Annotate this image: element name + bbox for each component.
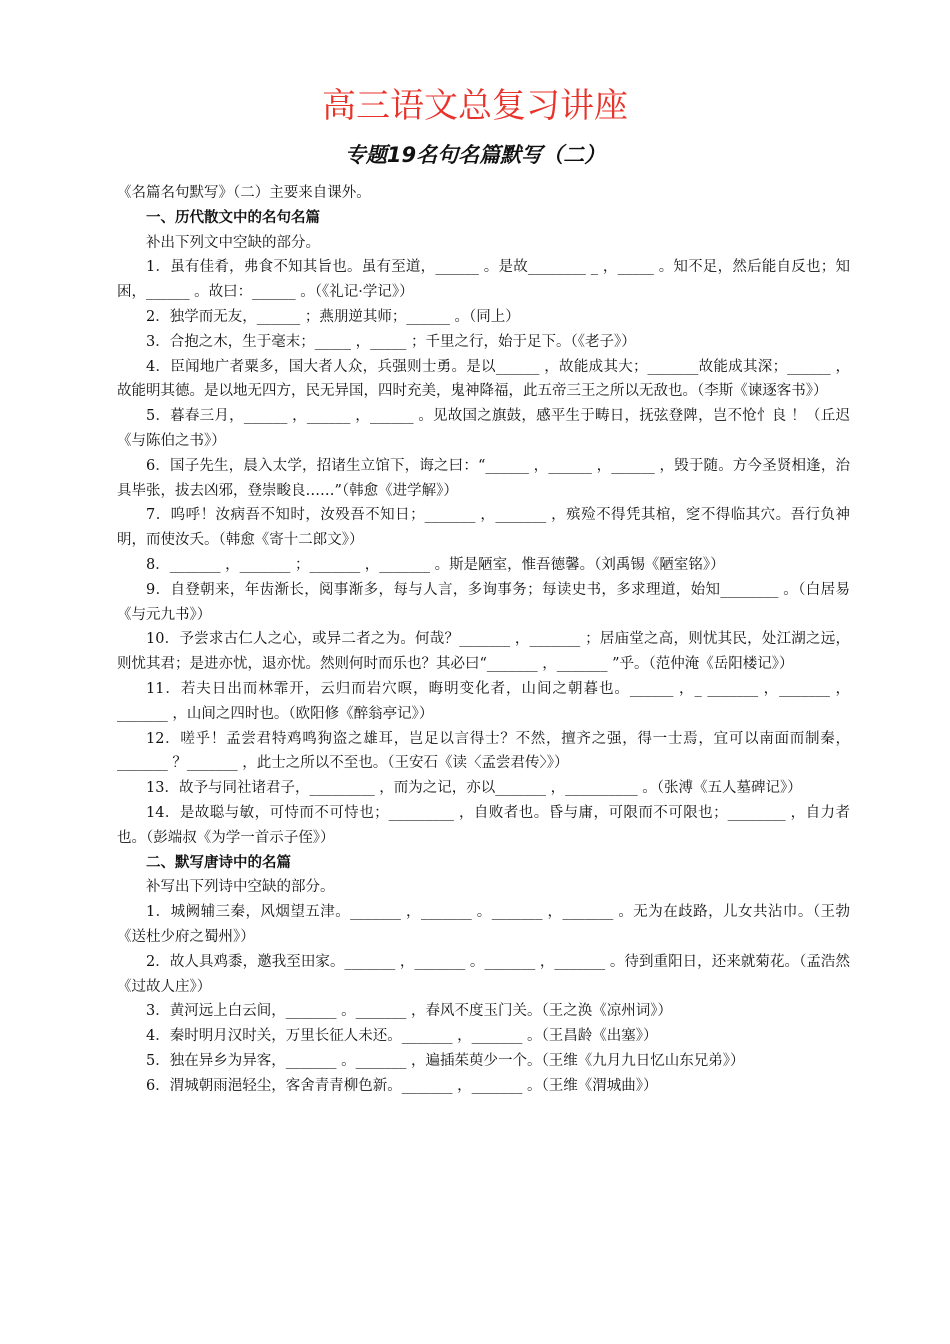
- exercise-item: 14．是故聪与敏，可恃而不可恃也；_________ ，自败者也。昏与庸，可限而不可限也；________ ，自力者也。（彭端叔《为学一首示子侄》）: [117, 804, 850, 846]
- exercise-item: 13．故予与同社诸君子，_________ ，而为之记，亦以_______ ，__________ 。（张溥《五人墓碑记》）: [146, 780, 802, 797]
- exercise-item: 4．臣闻地广者粟多，国大者人众，兵强则士勇。是以______ ，故能成其大；_______故能成其深；______ ，故能明其德。是以地无四方，民无异国，四时充美，鬼神降福，此五帝三王之所以无敌也。（李斯《谏逐客书》）: [117, 358, 850, 400]
- exercise-item: 9．自登朝来，年齿渐长，阅事渐多，每与人言，多询事务；每读史书，多求理道，始知________ 。（白居易《与元九书》）: [117, 581, 850, 623]
- page-title: 高三语文总复习讲座: [322, 86, 628, 126]
- exercise-item: 6．国子先生，晨入太学，招诸生立馆下，诲之曰：“______ ，______ ，______ ，毁于随。方今圣贤相逢，治具毕张，拔去凶邪，登崇畯良……”（韩愈《进学解》）: [117, 457, 850, 499]
- exercise-item: 5．独在异乡为异客，_______ 。_______ ，遍插茱萸少一个。（王维《九月九日忆山东兄弟》）: [146, 1052, 745, 1069]
- exercise-item: 7．呜呼！汝病吾不知时，汝殁吾不知日；_______ ，_______ ，殡殓不得凭其棺，窆不得临其穴。吾行负神明，而使汝夭。（韩愈《寄十二郎文》）: [117, 507, 850, 549]
- section-instruction: 补出下列文中空缺的部分。: [146, 234, 320, 251]
- exercise-item: 3．合抱之木，生于毫末；_____ ，_____ ；千里之行，始于足下。（《老子》）: [146, 333, 636, 350]
- exercise-item: 11．若夫日出而林霏开，云归而岩穴暝，晦明变化者，山间之朝暮也。______ ，_ _______ ，_______ ，_______ ，山间之四时也。（欧阳修《醉翁亭记》）: [117, 680, 850, 722]
- exercise-item: 1．虽有佳肴，弗食不知其旨也。虽有至道，______ 。是故________ _ ，_____ 。知不足，然后能自反也；知困，______ 。故曰：______ 。（《礼记·学记》）: [117, 259, 850, 301]
- exercise-item: 5．暮春三月，______ ，______ ，______ 。见故国之旗鼓，感平生于畴日，抚弦登陴，岂不怆忄良 ！（丘迟《与陈伯之书》）: [117, 408, 850, 449]
- document-body: [117, 181, 850, 1098]
- intro-paragraph: 《名篇名句默写》（二）主要来自课外。: [117, 185, 371, 201]
- page-subtitle: 专题19名句名篇默写（二）: [344, 143, 606, 167]
- exercise-item: 3．黄河远上白云间，_______ 。_______ ，春风不度玉门关。（王之涣《凉州词》）: [146, 1003, 672, 1020]
- section-instruction: 补写出下列诗中空缺的部分。: [146, 879, 335, 896]
- exercise-item: 12．嗟乎！孟尝君特鸡鸣狗盗之雄耳，岂足以言得士？不然，擅齐之强，得一士焉，宜可以南面而制秦，_______ ？_______ ，此士之所以不至也。（王安石《读〈孟尝君传〉》）: [117, 730, 850, 772]
- exercise-item: 1．城阙辅三秦，风烟望五津。_______ ，_______ 。_______ ，_______ 。无为在歧路，儿女共沾巾。（王勃《送杜少府之蜀州》）: [117, 904, 850, 945]
- exercise-item: 8．_______ ，_______ ；_______ ，_______ 。斯是陋室，惟吾德馨。（刘禹锡《陋室铭》）: [146, 556, 725, 573]
- section-heading-tang-poetry: 二、默写唐诗中的名篇: [146, 853, 291, 871]
- section-heading-prose: 一、历代散文中的名句名篇: [146, 208, 320, 226]
- exercise-item: 6．渭城朝雨浥轻尘，客舍青青柳色新。_______ ，_______ 。（王维《渭城曲》）: [146, 1077, 658, 1094]
- exercise-item: 4．秦时明月汉时关，万里长征人未还。_______ ，_______ 。（王昌龄《出塞》）: [146, 1028, 658, 1045]
- exercise-item: 10．予尝求古仁人之心，或异二者之为。何哉？_______ ，_______ ；居庙堂之高，则忧其民，处江湖之远，则忧其君；是进亦忧，退亦忧。然则何时而乐也？其必曰“_______ ，_______ ”乎。（范仲淹《岳阳楼记》）: [117, 631, 850, 673]
- exercise-item: 2．故人具鸡黍，邀我至田家。_______ ，_______ 。_______ ，_______ 。待到重阳日，还来就菊花。（孟浩然《过故人庄》）: [117, 953, 850, 995]
- exercise-item: 2．独学而无友，______ ；燕朋逆其师；______ 。（同上）: [146, 308, 520, 325]
